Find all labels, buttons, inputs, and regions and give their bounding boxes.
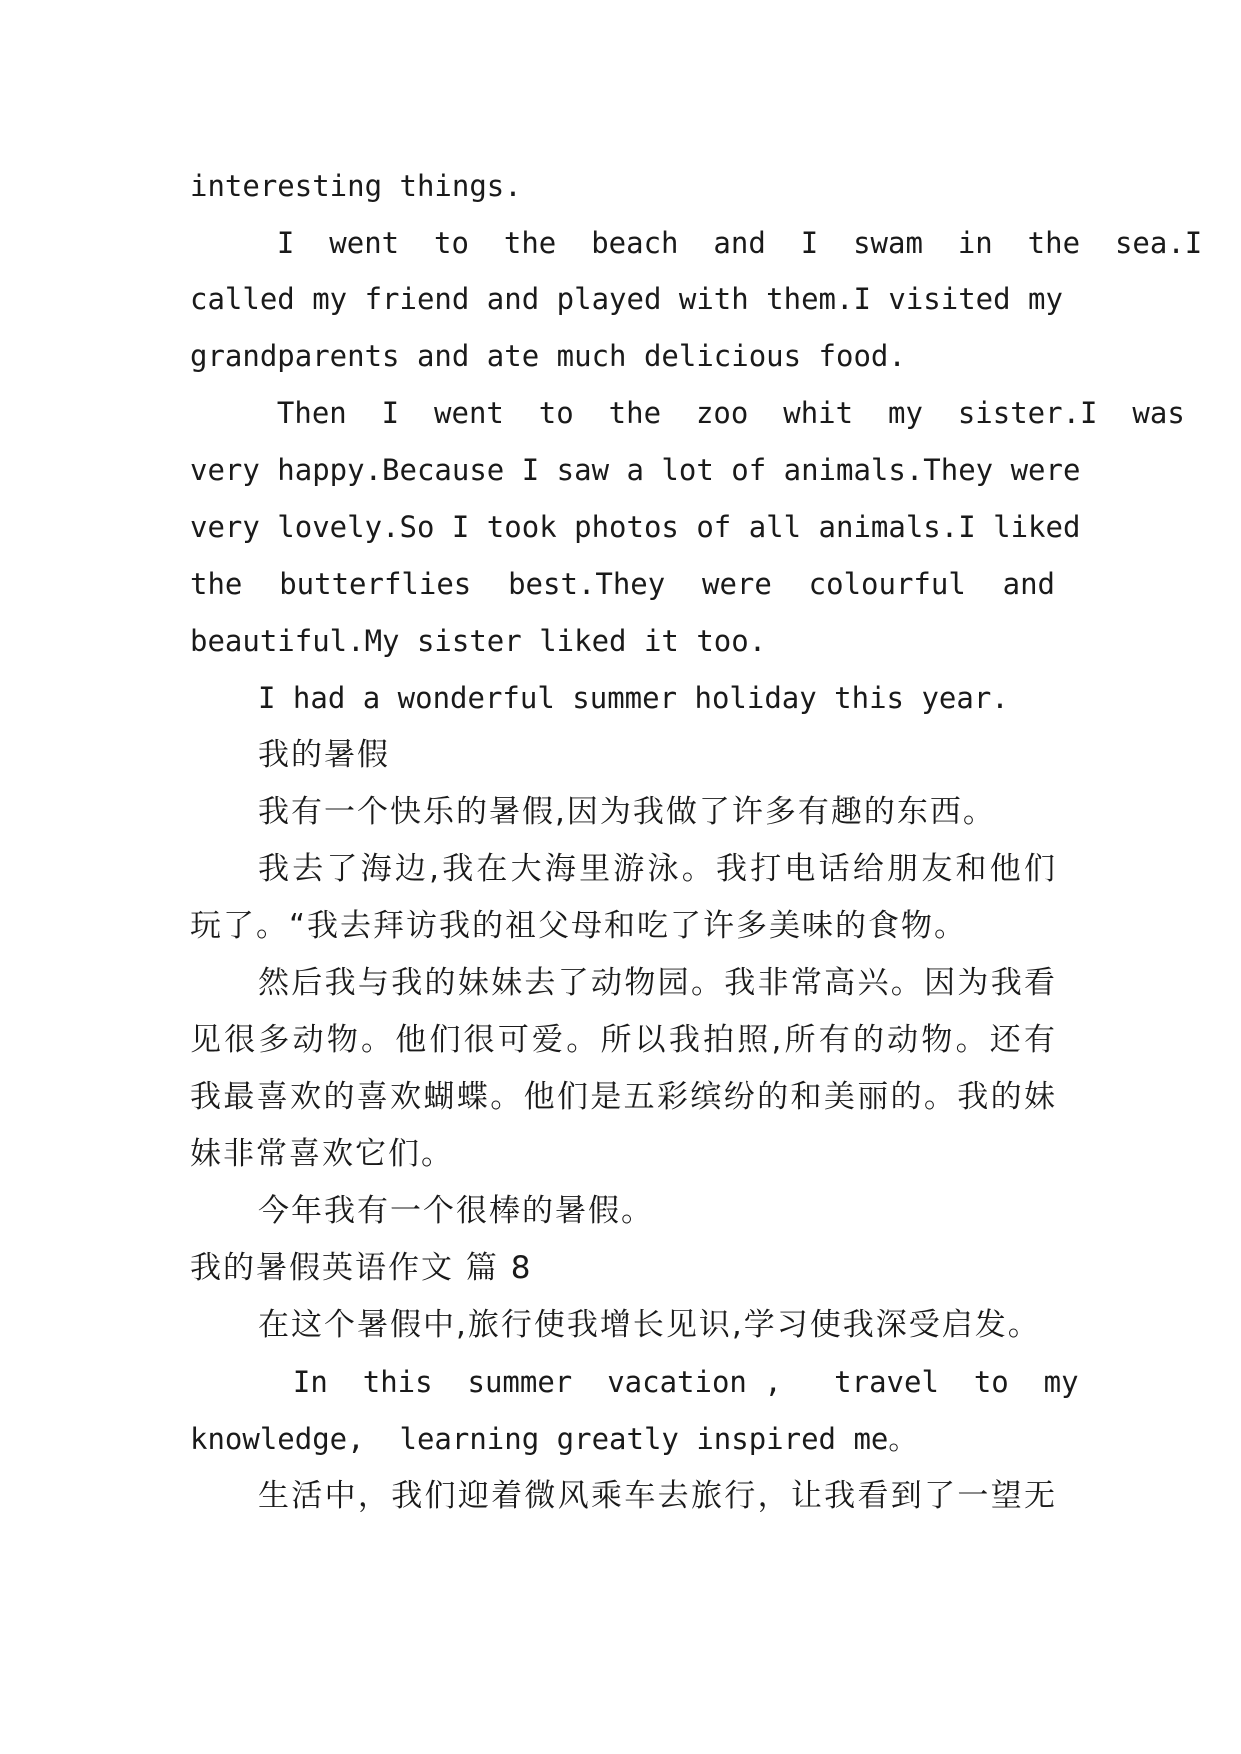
text-line: called my friend and played with them.I visited my <box>190 282 1063 316</box>
text-line: I went to the beach and I swam in the sea.I <box>242 226 1203 260</box>
text-line: I had a wonderful summer holiday this year. <box>258 681 1009 715</box>
text-line: 然后我与我的妹妹去了动物园。我非常高兴。因为我看 <box>258 965 1055 1001</box>
text-line: 我去了海边,我在大海里游泳。我打电话给朋友和他们 <box>258 851 1055 887</box>
text-line: grandparents and ate much delicious food. <box>190 339 906 373</box>
text-line: Then I went to the zoo whit my sister.I was <box>242 396 1185 430</box>
text-line: 我有一个快乐的暑假,因为我做了许多有趣的东西。 <box>258 794 996 830</box>
text-line: the butterflies best.They were colourful and <box>190 567 1055 601</box>
text-line: 生活中，我们迎着微风乘车去旅行，让我看到了一望无 <box>258 1478 1055 1514</box>
text-line: beautiful.My sister liked it too. <box>190 624 767 658</box>
text-line: very lovely.So I took photos of all animals.I liked <box>190 510 1081 544</box>
section-title: 我的暑假 <box>258 737 390 773</box>
text-line: 今年我有一个很棒的暑假。 <box>258 1193 654 1229</box>
text-line: 见很多动物。他们很可爱。所以我拍照,所有的动物。还有 <box>190 1022 1055 1058</box>
text-line: 我最喜欢的喜欢蝴蝶。他们是五彩缤纷的和美丽的。我的妹 <box>190 1079 1055 1115</box>
text-line: knowledge, learning greatly inspired me。 <box>190 1422 918 1456</box>
text-line: 妹非常喜欢它们。 <box>190 1136 454 1172</box>
section-heading: 我的暑假英语作文 篇 8 <box>190 1250 533 1286</box>
text-line: In this summer vacation , travel to my <box>258 1365 1079 1399</box>
text-line: 在这个暑假中,旅行使我增长见识,学习使我深受启发。 <box>258 1307 1041 1343</box>
text-line: very happy.Because I saw a lot of animals.They were <box>190 453 1081 487</box>
text-line: interesting things. <box>190 169 522 203</box>
text-line: 玩了。“我去拜访我的祖父母和吃了许多美味的食物。 <box>190 908 968 944</box>
